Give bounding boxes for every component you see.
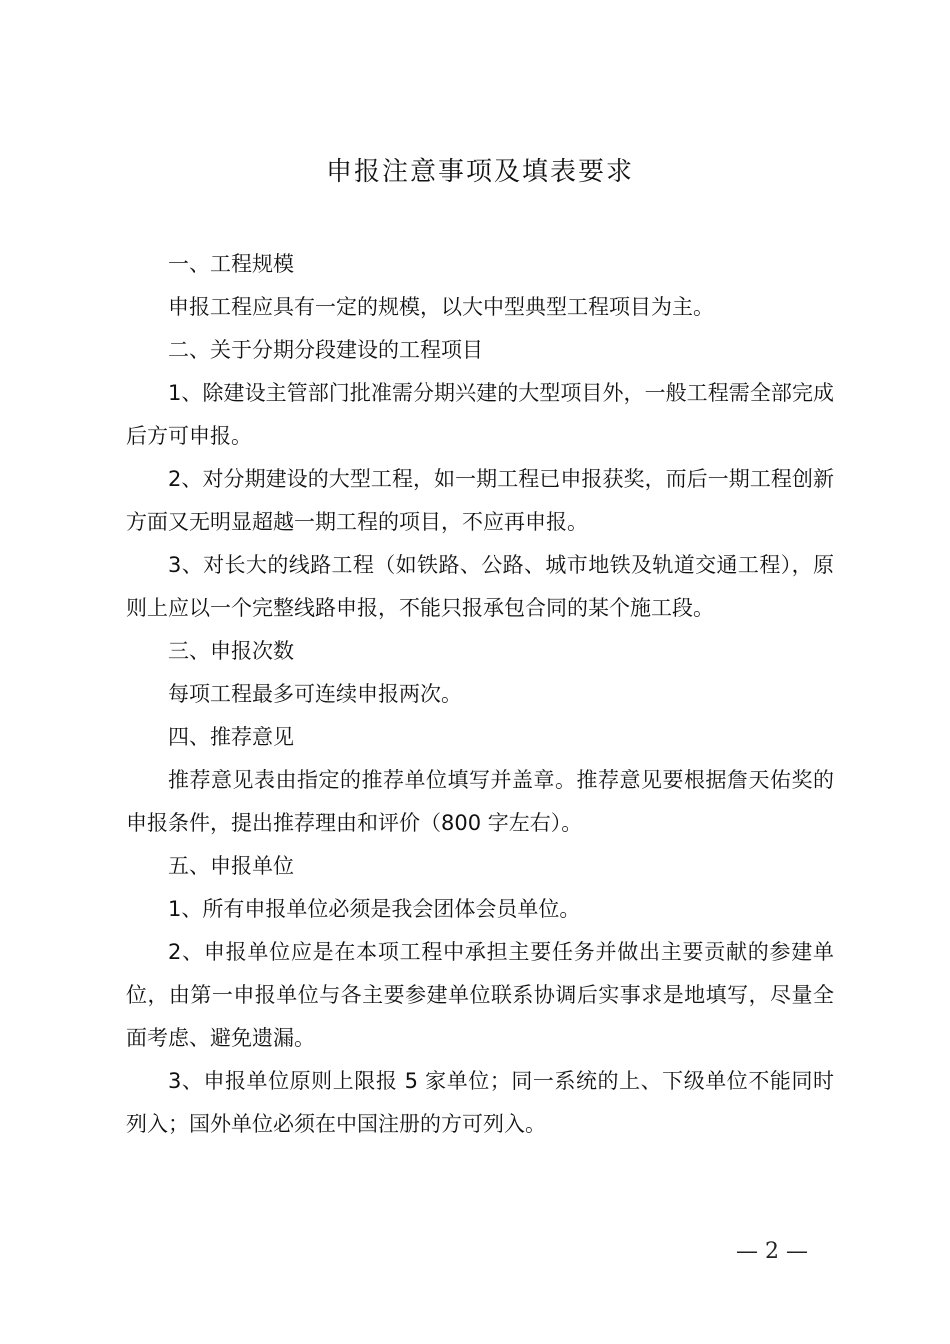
section-heading-recommendation: 四、推荐意见 [168,725,294,749]
paragraph-phased-item-2: 2、对分期建设的大型工程，如一期工程已申报获奖，而后一期工程创新方面又无明显超越一期工程的项目，不应再申报。 [126,467,834,534]
document-body [126,243,834,1146]
paragraph-recommendation: 推荐意见表由指定的推荐单位填写并盖章。推荐意见要根据詹天佑奖的申报条件，提出推荐理由和评价（800 字左右）。 [126,768,834,835]
paragraph-applicant-item-1: 1、所有申报单位必须是我会团体会员单位。 [168,897,581,921]
paragraph-phased-item-3: 3、对长大的线路工程（如铁路、公路、城市地铁及轨道交通工程），原则上应以一个完整线路申报，不能只报承包合同的某个施工段。 [126,553,834,620]
section-heading-applicant-units: 五、申报单位 [168,854,294,878]
document-title: 申报注意事项及填表要求 [325,157,634,187]
section-heading-phased-projects: 二、关于分期分段建设的工程项目 [168,338,483,362]
paragraph-applicant-item-3: 3、申报单位原则上限报 5 家单位；同一系统的上、下级单位不能同时列入；国外单位必须在中国注册的方可列入。 [126,1069,834,1136]
paragraph-application-count: 每项工程最多可连续申报两次。 [168,682,462,706]
section-heading-application-count: 三、申报次数 [168,639,294,663]
section-heading-scale: 一、工程规模 [168,252,294,276]
paragraph-phased-item-1: 1、除建设主管部门批准需分期兴建的大型项目外，一般工程需全部完成后方可申报。 [126,381,834,448]
paragraph-applicant-item-2: 2、申报单位应是在本项工程中承担主要任务并做出主要贡献的参建单位，由第一申报单位与各主要参建单位联系协调后实事求是地填写，尽量全面考虑、避免遗漏。 [126,940,834,1050]
page-number: — 2 — [736,1239,808,1264]
paragraph-scale: 申报工程应具有一定的规模，以大中型典型工程项目为主。 [168,295,714,319]
